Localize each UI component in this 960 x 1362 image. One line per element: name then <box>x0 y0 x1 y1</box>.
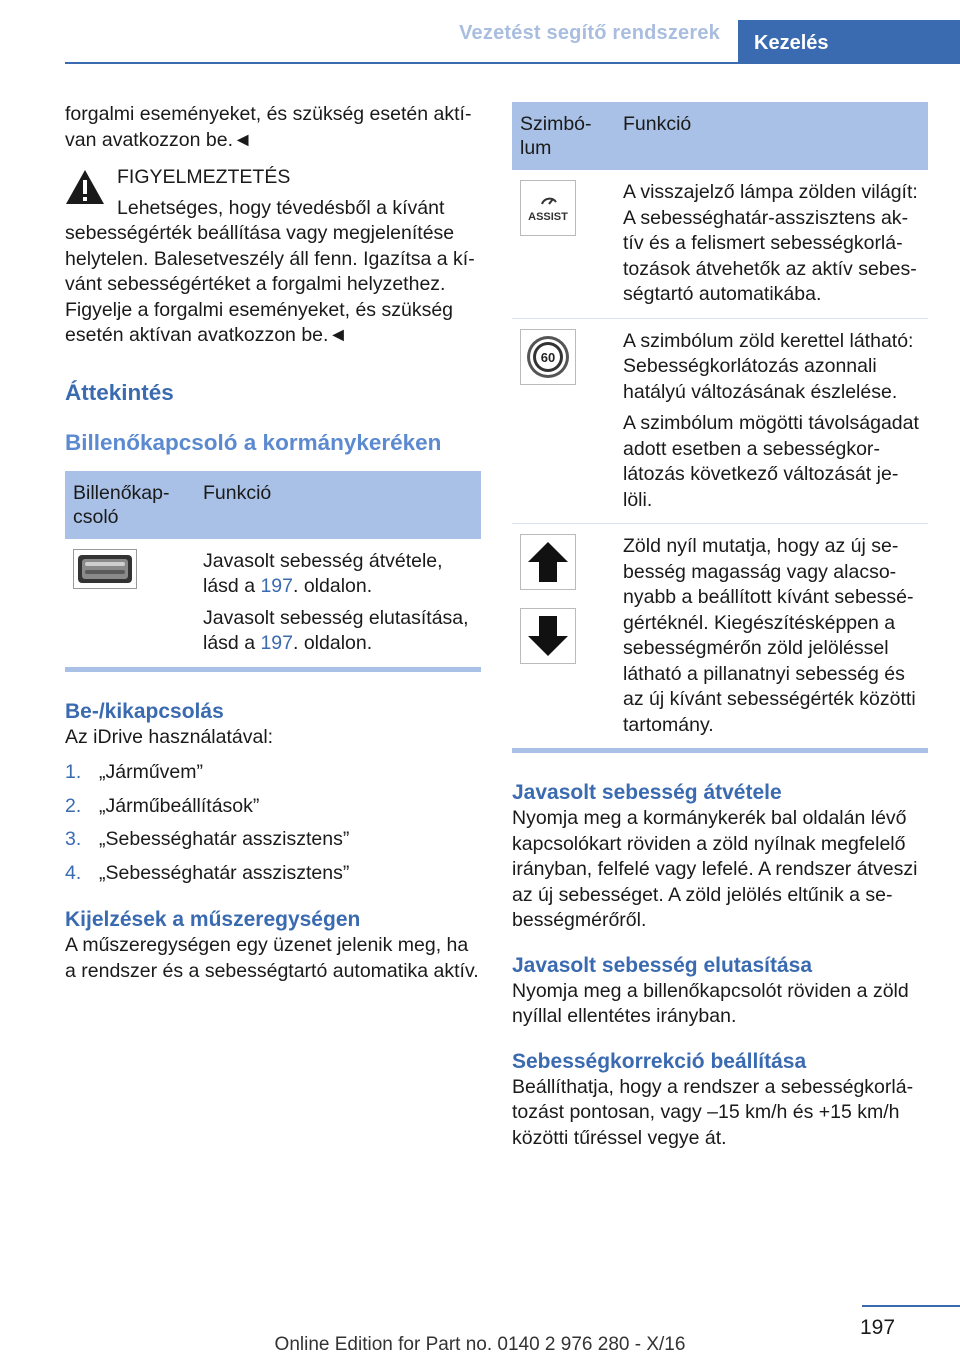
function-col-header: Funkció <box>195 471 481 539</box>
assist-function-text: A visszajelző lámpa zölden világít: A sebességhatár-asszisztens aktív és a felismert sebességkorlátozások átvehetők az aktív sebességtartó automatikába. <box>615 170 928 318</box>
correction-heading: Sebességkorrekció beállítása <box>512 1049 807 1073</box>
rocker-table <box>65 471 481 667</box>
table-end-rule <box>512 748 928 753</box>
warning-text-first: Lehetséges, hogy tévedésből a kívánt <box>117 196 445 219</box>
list-item: 2. „Járműbeállítások” <box>65 794 260 817</box>
assist-label: ASSIST <box>528 211 568 223</box>
symbol-table <box>512 102 928 748</box>
arrow-up-icon <box>520 534 576 590</box>
page-link[interactable]: 197 <box>260 575 293 597</box>
reject-heading: Javasolt sebesség elutasítása <box>512 953 813 977</box>
accept-text: Nyomja meg a kormánykerék bal oldalán lévő kapcsolókart röviden a zöld nyílnak megfelelő irányban, felfelé vagy lefelé. A rendszer átveszi az új sebességet. A zöld jelölés eltűnik a sebességmérőről. <box>512 807 918 931</box>
correction-text: Beállíthatja, hogy a rendszer a sebességkorlátozást pontosan, vagy –15 km/h és +15 km/h közötti tűréssel vegye át. <box>512 1075 914 1149</box>
rocker-heading: Billenőkapcsoló a kormánykeréken <box>65 429 442 455</box>
accept-heading: Javasolt sebesség átvétele <box>512 781 782 804</box>
list-item: 1. „Járművem” <box>65 761 204 783</box>
steps-list <box>65 760 481 886</box>
header-tab: Kezelés <box>738 20 960 64</box>
header-section-title: Vezetést segítő rendszerek <box>459 22 720 44</box>
arrow-function-text: Zöld nyíl mutatja, hogy az új sebesség magasság vagy alacsonyabb a beállított kívánt sebességértéknél. Kiegészítésképpen a sebességmérőn zöld jelöléssel látható a pillanatnyi sebesség és az új kívánt sebességérték közötti tartomány. <box>623 535 916 736</box>
symbol-col-header: Szimbólum <box>512 102 615 170</box>
onoff-text: Az iDrive használatával: <box>65 725 274 748</box>
warning-block <box>65 165 481 349</box>
page-link[interactable]: 197 <box>260 632 293 654</box>
sign-function-text-1: A szimbólum zöld kerettel látható: Sebességkorlátozás azonnali hatályú változásának észlelése. <box>623 329 914 403</box>
speed-limit-sign-icon <box>520 329 576 385</box>
onoff-heading: Be-/kikapcsolás <box>65 699 224 723</box>
intro-text: forgalmi eseményeket, és szükség esetén aktívan avatkozzon be.◄ <box>65 103 472 151</box>
rocker-function-accept: Javasolt sebesség átvétele, lásd a 197. oldalon. <box>203 549 443 597</box>
page-number: 197 <box>860 1316 896 1339</box>
footer-rule <box>862 1305 960 1307</box>
warning-text-rest: sebességérték beállítása vagy megjelenítése helytelen. Balesetveszély áll fenn. Igazítsa a kívánt sebességértéket a forgalmi helyzethez. Figyelje a forgalmi eseményeket, és szükség esetén aktívan avatkozzon be.◄ <box>65 222 475 346</box>
list-item: 3. „Sebességhatár asszisztens” <box>65 828 350 850</box>
table-end-rule <box>65 667 481 672</box>
rocker-switch-icon <box>73 549 137 589</box>
edition-text: Online Edition for Part no. 0140 2 976 280 - X/16 <box>274 1334 686 1355</box>
display-text: A műszeregységen egy üzenet jelenik meg, ha a rendszer és a sebességtartó automatika aktív. <box>65 934 479 982</box>
sign-label: 60 <box>540 349 556 365</box>
header-rule <box>65 62 960 64</box>
function-col-header: Funkció <box>615 102 928 170</box>
left-column <box>65 102 481 996</box>
overview-heading: Áttekintés <box>65 379 174 405</box>
right-column <box>512 102 928 1163</box>
warning-title: FIGYELMEZTETÉS <box>117 166 291 188</box>
sign-function-text-2: A szimbólum mögötti távolságadat adott esetben a sebességkorlátozás következő változását jelöli. <box>623 412 919 511</box>
reject-text: Nyomja meg a billenőkapcsolót röviden a zöld nyíllal ellentétes irányban. <box>512 979 909 1027</box>
assist-icon <box>520 180 576 236</box>
warning-triangle-icon <box>65 169 105 205</box>
rocker-function-reject: Javasolt sebesség elutasítása, lásd a 197. oldalon. <box>203 606 469 654</box>
list-item: 4. „Sebességhatár asszisztens” <box>65 861 350 884</box>
rocker-col-header: Billenőkapcsoló <box>65 471 195 539</box>
display-heading: Kijelzések a műszeregységen <box>65 908 361 931</box>
arrow-down-icon <box>520 608 576 664</box>
